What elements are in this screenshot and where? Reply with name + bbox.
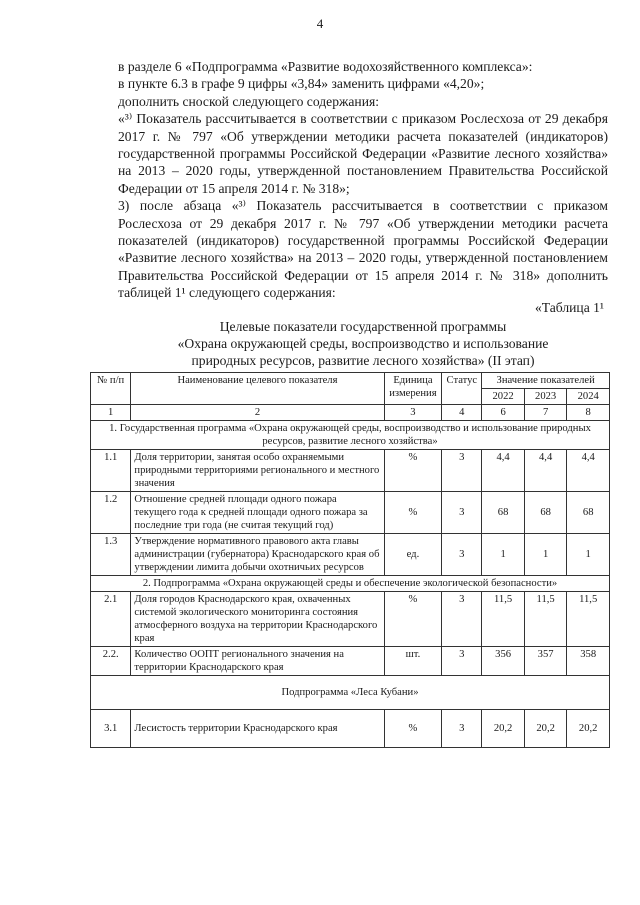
row-value: 1 [482,534,525,576]
paragraph: 3) после абзаца «³⁾ Показатель рассчитывается в соответствии с приказом Рослесхоза от 29 декабря 2017 г. № 797 «Об утверждении методики расчета показателей (индикаторов) государственной программы Российской Федерации «Развитие лесного хозяйства» на 2013 – 2020 годы, утвержденной постановлением Правительства Российской Федерации от 15 апреля 2014 г. № 318» дополнить таблицей 1¹ следующего содержания: [118,198,608,301]
table-title-line: «Охрана окружающей среды, воспроизводство и использование [177,336,549,351]
row-status: 3 [442,647,482,676]
table-row [91,647,610,676]
page-number: 4 [316,16,324,31]
column-numbers-row [91,405,610,421]
row-status: 3 [442,592,482,647]
section-title: Подпрограмма «Леса Кубани» [91,676,610,710]
row-name: Отношение средней площади одного пожара текущего года к средней площади одного пожара за последние три года (не считая текущий год) [131,492,384,534]
row-value: 4,4 [482,450,525,492]
row-value: 68 [482,492,525,534]
row-value: 4,4 [524,450,567,492]
table-row [91,592,610,647]
row-status: 3 [442,710,482,748]
row-unit: % [384,592,442,647]
table-row [91,450,610,492]
row-value: 11,5 [524,592,567,647]
row-name: Доля городов Краснодарского края, охваченных системой экологического мониторинга состояния атмосферного воздуха на территории Краснодарского края [131,592,384,647]
col-number: 4 [442,405,482,421]
row-value: 356 [482,647,525,676]
row-unit: ед. [384,534,442,576]
row-num: 1.1 [91,450,131,492]
table-title-line: природных ресурсов, развитие лесного хозяйства» (II этап) [191,353,535,368]
row-status: 3 [442,534,482,576]
row-value: 1 [567,534,610,576]
col-number: 1 [91,405,131,421]
paragraph: в разделе 6 «Подпрограмма «Развитие водохозяйственного комплекса»: [118,59,533,74]
header-unit: Единица измерения [384,373,442,405]
paragraph: дополнить сноской следующего содержания: [118,93,380,109]
row-value: 358 [567,647,610,676]
table-row [91,710,610,748]
header-status: Статус [442,373,482,405]
row-num: 2.1 [91,592,131,647]
header-values: Значение показателей [482,373,610,389]
row-unit: % [384,710,442,748]
section-title: 2. Подпрограмма «Охрана окружающей среды и обеспечение экологической безопасности» [91,576,610,592]
table-title [118,318,608,369]
row-num: 1.2 [91,492,131,534]
row-value: 20,2 [524,710,567,748]
row-value: 11,5 [482,592,525,647]
section-row [91,421,610,450]
header-year: 2022 [482,389,525,405]
row-value: 68 [567,492,610,534]
header-name: Наименование целевого показателя [131,373,384,405]
paragraph: «³⁾ Показатель рассчитывается в соответствии с приказом Рослесхоза от 29 декабря 2017 г. № 797 «Об утверждении методики расчета показателей (индикаторов) государственной программы Российской Федерации «Развитие лесного хозяйства» на 2013 – 2020 годы, утвержденной постановлением Правительства Российской Федерации от 15 апреля 2014 г. № 318»; [118,111,608,196]
table-row [91,492,610,534]
row-num: 1.3 [91,534,131,576]
header-num: № п/п [91,373,131,405]
section-row [91,676,610,710]
section-row [91,576,610,592]
row-value: 1 [524,534,567,576]
col-number: 3 [384,405,442,421]
table-row [91,534,610,576]
row-num: 2.2. [91,647,131,676]
table-label: «Таблица 1¹ [534,300,604,315]
row-num: 3.1 [91,710,131,748]
row-value: 68 [524,492,567,534]
row-value: 11,5 [567,592,610,647]
row-value: 4,4 [567,450,610,492]
header-row [91,373,610,389]
row-value: 357 [524,647,567,676]
row-name: Количество ООПТ регионального значения на территории Краснодарского края [131,647,384,676]
row-status: 3 [442,450,482,492]
table-title-line: Целевые показатели государственной программы [219,319,507,334]
header-year: 2023 [524,389,567,405]
header-year: 2024 [567,389,610,405]
body-text [118,58,608,302]
col-number: 7 [524,405,567,421]
paragraph: в пункте 6.3 в графе 9 цифры «3,84» заменить цифрами «4,20»; [118,76,485,92]
row-unit: % [384,450,442,492]
col-number: 6 [482,405,525,421]
indicators-table [90,372,610,748]
row-unit: шт. [384,647,442,676]
row-name: Лесистость территории Краснодарского края [131,710,384,748]
row-value: 20,2 [482,710,525,748]
row-unit: % [384,492,442,534]
col-number: 8 [567,405,610,421]
row-value: 20,2 [567,710,610,748]
col-number: 2 [131,405,384,421]
row-status: 3 [442,492,482,534]
section-title: 1. Государственная программа «Охрана окружающей среды, воспроизводство и использование природных ресурсов, развитие лесного хозяйства» [91,421,610,450]
row-name: Утверждение нормативного правового акта главы администрации (губернатора) Краснодарского края об утверждении лимита добычи охотничьих ресурсов [131,534,384,576]
row-name: Доля территории, занятая особо охраняемыми природными территориями регионального и местного значения [131,450,384,492]
